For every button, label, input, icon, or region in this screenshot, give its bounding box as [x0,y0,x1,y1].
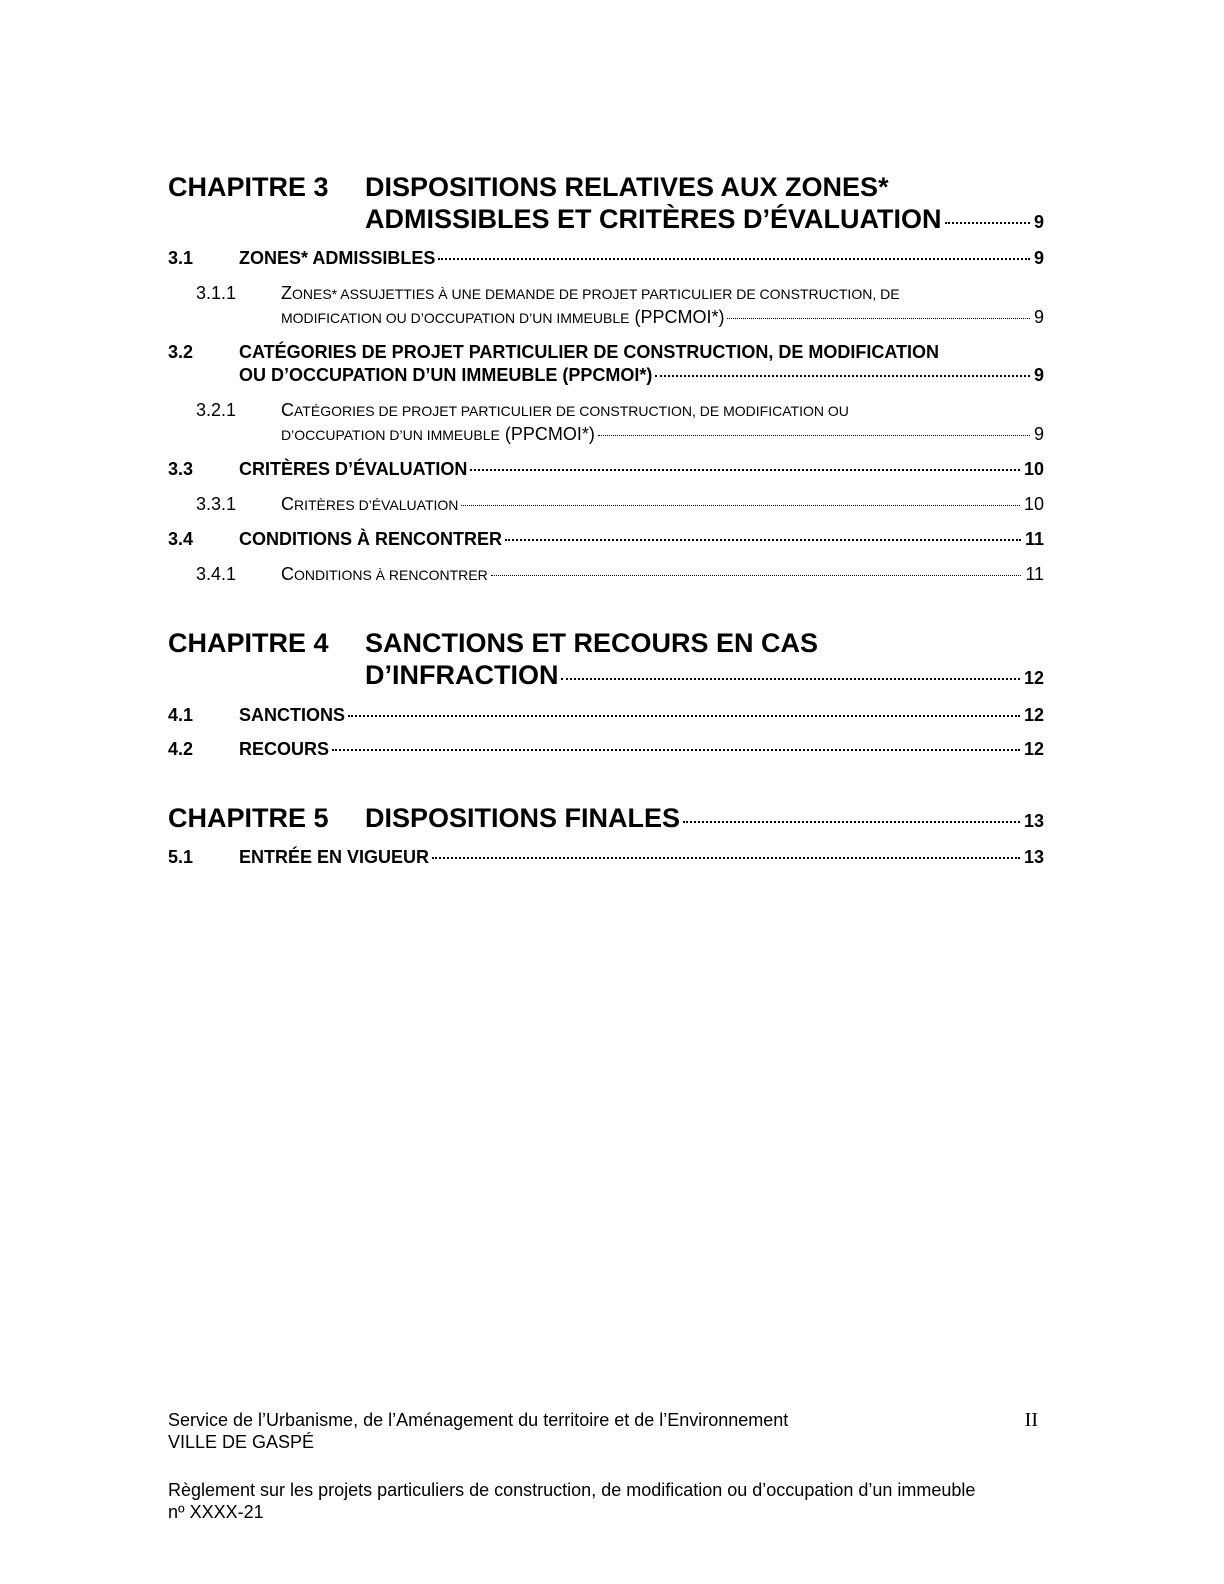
footer-page-number: II [1024,1409,1038,1431]
chapter-3-heading[interactable] [168,171,1044,238]
page-number: 9 [1033,424,1044,444]
toc-entry-3-3-1[interactable] [168,493,1044,517]
subsection-title: ONDITIONS À RENCONTRER [294,567,488,583]
dot-leader [438,258,1030,260]
dot-leader [598,435,1030,436]
section-title-line1: CATÉGORIES DE PROJET PARTICULIER DE CONSTRUCTION, DE MODIFICATION [239,342,940,362]
section-title: ZONES* ADMISSIBLES [239,248,436,268]
toc-entry-3-4-1[interactable] [168,563,1044,587]
page-number: 9 [1033,307,1044,327]
page-number: 13 [1023,811,1044,831]
subsection-title-initial: C [281,400,294,420]
section-number: 3.1 [168,248,194,268]
section-number: 5.1 [168,847,194,867]
section-title: SANCTIONS [239,705,346,725]
section-title: ENTRÉE EN VIGUEUR [239,847,430,867]
chapter-title-line1: DISPOSITIONS RELATIVES AUX ZONES* [365,172,889,202]
dot-leader [461,505,1020,506]
subsection-number: 3.3.1 [196,494,237,514]
dot-leader [561,678,1019,680]
section-number: 3.4 [168,529,194,549]
footer-city: VILLE DE GASPÉ [168,1432,315,1452]
chapter-number: CHAPITRE 5 [168,803,329,833]
toc-entry-3-1[interactable] [168,247,1044,270]
page-number: 11 [1024,529,1044,549]
chapter-5-heading[interactable] [168,802,1044,837]
footer-regulation-title: Règlement sur les projets particuliers de construction, de modification ou d’occupation d’un immeuble nº XXXX-21 [168,1480,976,1522]
dot-leader [683,821,1020,823]
dot-leader [491,575,1022,576]
page-number: 12 [1023,668,1044,688]
subsection-title-line1: ONES* ASSUJETTIES À UNE DEMANDE DE PROJET PARTICULIER DE CONSTRUCTION, DE [292,286,900,302]
dot-leader [945,222,1030,224]
subsection-title: RITÈRES D’ÉVALUATION [294,497,459,513]
subsection-title-line2: D’OCCUPATION D’UN IMMEUBLE [281,427,500,443]
subsection-number: 3.1.1 [196,283,237,303]
footer-service: Service de l’Urbanisme, de l’Aménagement du territoire et de l’Environnement [168,1410,789,1430]
page-number: 12 [1023,739,1044,759]
chapter-number: CHAPITRE 4 [168,628,329,658]
toc-entry-5-1[interactable] [168,846,1044,869]
chapter-title-line1: SANCTIONS ET RECOURS EN CAS [365,628,819,658]
dot-leader [432,857,1020,859]
subsection-title-line1: ATÉGORIES DE PROJET PARTICULIER DE CONSTRUCTION, DE MODIFICATION OU [294,403,849,419]
table-of-contents [168,168,1044,869]
subsection-title-suffix: (PPCMOI*) [499,424,595,444]
dot-leader [470,469,1020,471]
toc-entry-3-4[interactable] [168,528,1044,551]
dot-leader [727,318,1030,319]
page-footer [168,1409,1044,1523]
chapter-title-line2: D’INFRACTION [365,660,559,690]
section-number: 4.1 [168,705,194,725]
page-number: 9 [1033,248,1044,268]
dot-leader [348,715,1020,717]
page-number: 12 [1023,705,1044,725]
page-number: 9 [1033,212,1044,232]
section-title: CRITÈRES D’ÉVALUATION [239,459,468,479]
chapter-title: DISPOSITIONS FINALES [365,803,681,833]
chapter-4-heading[interactable] [168,627,1044,694]
section-number: 3.2 [168,342,194,362]
toc-entry-3-3[interactable] [168,458,1044,481]
section-number: 4.2 [168,739,194,759]
subsection-number: 3.4.1 [196,564,237,584]
dot-leader [332,749,1020,751]
section-title-line2: OU D’OCCUPATION D’UN IMMEUBLE (PPCMOI*) [239,365,653,385]
page-number: 11 [1025,564,1044,584]
toc-entry-4-2[interactable] [168,738,1044,761]
subsection-title-initial: C [281,564,294,584]
subsection-title-line2: MODIFICATION OU D’OCCUPATION D’UN IMMEUBLE [281,310,630,326]
section-number: 3.3 [168,459,194,479]
page-number: 10 [1023,459,1044,479]
page-number: 13 [1023,847,1044,867]
section-title: RECOURS [239,739,330,759]
page-number: 10 [1023,494,1044,514]
chapter-title-line2: ADMISSIBLES ET CRITÈRES D’ÉVALUATION [365,204,942,234]
page-number: 9 [1033,365,1044,385]
dot-leader [505,539,1021,541]
dot-leader [655,375,1030,377]
toc-entry-4-1[interactable] [168,704,1044,727]
subsection-title-initial: C [281,494,294,514]
toc-entry-3-2-1[interactable] [168,399,1044,447]
toc-entry-3-1-1[interactable] [168,282,1044,330]
subsection-title-suffix: (PPCMOI*) [629,307,725,327]
subsection-title-initial: Z [281,283,292,303]
subsection-number: 3.2.1 [196,400,237,420]
chapter-number: CHAPITRE 3 [168,172,329,202]
section-title: CONDITIONS À RENCONTRER [239,529,503,549]
toc-entry-3-2[interactable] [168,341,1044,387]
